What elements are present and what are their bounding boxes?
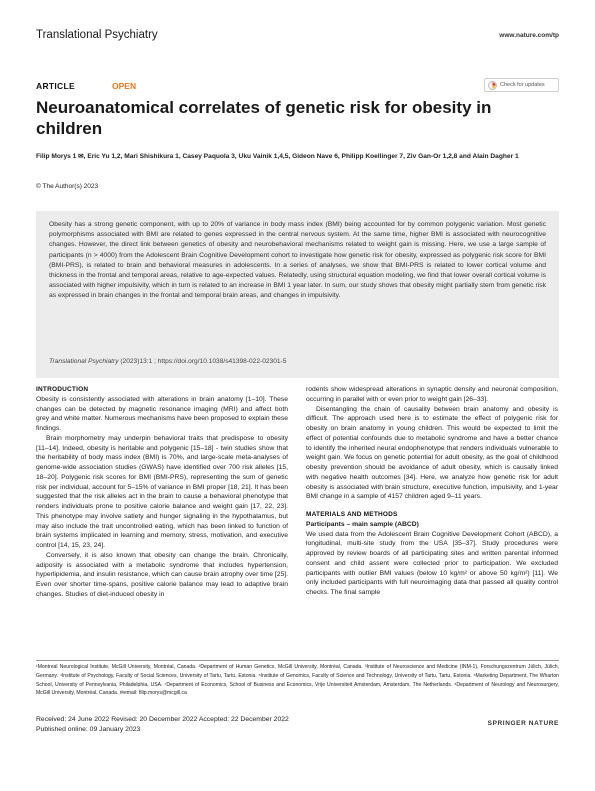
published-date: Published online: 09 January 2023	[36, 725, 141, 733]
participants-subheading: Participants – main sample (ABCD)	[306, 520, 419, 528]
article-title: Neuroanatomical correlates of genetic risk for obesity in children	[36, 98, 492, 138]
journal-name: Translational Psychiatry	[36, 29, 158, 41]
methods-heading: MATERIALS AND METHODS	[306, 511, 398, 518]
intro-paragraph-5: Disentangling the chain of causality between brain anatomy and obesity is difficult. The approach used here is to estimate the effect of polygenic risk for obesity on brain anatomy in young children. This would be expected to limit the effect of potential confounds due to metabolic syndrome and have a better chance to identify the inherited neural endophenotype that renders individuals vulnerable to weight gain. We focus on genetic potential for adult obesity, as the goal of childhood obesity prevention should be avoidance of adult obesity, which is causally linked with negative health outcomes [34]. Here, we analyze how genetic risk for adult obesity is associated with brain structure, executive function, impulsivity, and 1-year BMI change in a sample of 4157 children aged 9–11 years.	[306, 405, 558, 501]
article-header-row	[36, 81, 559, 95]
intro-paragraph-4: rodents show widespread alterations in synaptic density and neuronal composition, occurring in parallel with or even prior to weight gain [26–33].	[306, 386, 558, 403]
open-access-label: OPEN	[112, 81, 137, 91]
methods-paragraph-1: We used data from the Adolescent Brain Cognitive Development Cohort (ABCD), a longitudinal, multi-site study from the USA [35–37]. Study procedures were approved by review boards of all participating sites and written parental informed consent and child assent were collected prior to participation. We excluded participants with outlier BMI values (below 10 kg/m² or above 50 kg/m²) [11]. We only included participants with full neuroimaging data that passed all quality control checks. The final sample	[306, 530, 558, 596]
check-updates-icon	[488, 81, 497, 90]
article-type-label: ARTICLE	[36, 81, 75, 91]
citation-journal: Translational Psychiatry	[49, 358, 119, 365]
author-list: Filip Morys 1 ✉, Eric Yu 1,2, Mari Shishikura 1, Casey Paquola 3, Uku Vainik 1,4,5, Gideon Nave 6, Philipp Koellinger 7, Ziv Gan-Or 1,2,8 and Alain Dagher 1	[36, 153, 519, 160]
intro-paragraph-3: Conversely, it is also known that obesity can change the brain. Chronically, adiposity is associated with a metabolic syndrome that includes hypertension, hyperlipidemia, and insulin resistance, which can cause brain atrophy over time [25]. Even over shorter time-spans, positive calorie balance may lead to adaptive brain changes. Studies of diet-induced obesity in	[36, 551, 288, 598]
body-column-right	[306, 385, 558, 598]
publication-dates	[36, 715, 289, 734]
intro-paragraph-2: Brain morphometry may underpin behavioral traits that predispose to obesity [11–14]. Indeed, obesity is heritable and polygenic [15–18] - twin studies show that the heritability of body mass index (BMI) is 70%, and large-scale meta-analyses of genome-wide association studies (GWAS) have identified over 700 risk alleles [15, 18–20]. Polygenic risk scores for BMI (BMI-PRS), representing the sum of genetic risk per individual, account for 5–15% of variance in BMI proper [18, 21]. It has been suggested that the risk alleles act in the brain to cause a behavioral phenotype that renders individuals prone to positive calorie balance and weight gain [17, 22, 23]. This phenotype may involve satiety and hunger signaling in the hypothalamus, but may also include the trait uncontrolled eating, which has been linked to function of brain systems implicated in learning and memory, stress, motivation, and executive control [14, 15, 23, 24].	[36, 434, 288, 549]
received-dates: Received: 24 June 2022 Revised: 20 December 2022 Accepted: 22 December 2022	[36, 716, 289, 723]
citation-line	[49, 358, 286, 365]
body-column-left	[36, 385, 288, 600]
publisher-logo: SPRINGER NATURE	[487, 720, 559, 727]
footnote-divider	[36, 660, 559, 661]
abstract-box	[36, 211, 559, 378]
abstract-text: Obesity has a strong genetic component, with up to 20% of variance in body mass index (BMI) being accounted for by common polygenic variation. Most genetic polymorphisms associated with BMI are related to genes expressed in the central nervous system. At the same time, higher BMI is associated with neurocognitive changes. However, the direct link between genetics of obesity and neurobehavioral mechanisms related to weight gain is missing. Here, we use a large sample of participants (n > 4000) from the Adolescent Brain Cognitive Development cohort to investigate how genetic risk for obesity, expressed as polygenic risk score for BMI (BMI-PRS), is related to brain and behavioral measures in adolescents. In a series of analyses, we show that BMI-PRS is related to lower cortical volume and thickness in the frontal and temporal areas, relative to age-expected values. Relatedly, using structural equation modeling, we find that lower overall cortical volume is associated with higher impulsivity, which in turn is related to an increase in BMI 1 year later. In sum, our study shows that obesity might partially stem from genetic risk as expressed in brain changes in the frontal and temporal brain areas, and changes in impulsivity.	[49, 221, 546, 300]
journal-url[interactable]: www.nature.com/tp	[499, 32, 559, 39]
check-for-updates-button[interactable]	[484, 78, 559, 92]
copyright-notice: © The Author(s) 2023	[36, 183, 99, 190]
intro-paragraph-1: Obesity is consistently associated with alterations in brain anatomy [1–10]. These changes can be detected by magnetic resonance imaging (MRI) and affect both grey and white matter. Numerous mechanisms have been proposed to explain these findings.	[36, 395, 288, 432]
introduction-heading: INTRODUCTION	[36, 386, 89, 393]
affiliations: ¹Montreal Neurological Institute, McGill University, Montréal, Canada. ²Department of Human Genetics, McGill University, Montréal, Canada. ³Institute of Neuroscience and Medicine (INM-1), Forschungszentrum Jülich, Jülich, Germany. ⁴Institute of Psychology, Faculty of Social Sciences, University of Tartu, Tartu, Estonia. ⁵Institute of Genomics, Faculty of Science and Technology, University of Tartu, Tartu, Estonia. ⁶Marketing Department, The Wharton School, University of Pennsylvania, Philadelphia, USA. ⁷Department of Economics, School of Business and Economics, Vrije Universiteit Amsterdam, Amsterdam, The Netherlands. ⁸Department of Neurology and Neurosurgery, McGill University, Montréal, Canada. ✉email: filip.morys@mcgill.ca	[36, 664, 559, 697]
citation-doi[interactable]: (2023)13:1 ; https://doi.org/10.1038/s41398-022-02301-5	[118, 358, 287, 365]
check-updates-label: Check for updates	[500, 82, 545, 88]
